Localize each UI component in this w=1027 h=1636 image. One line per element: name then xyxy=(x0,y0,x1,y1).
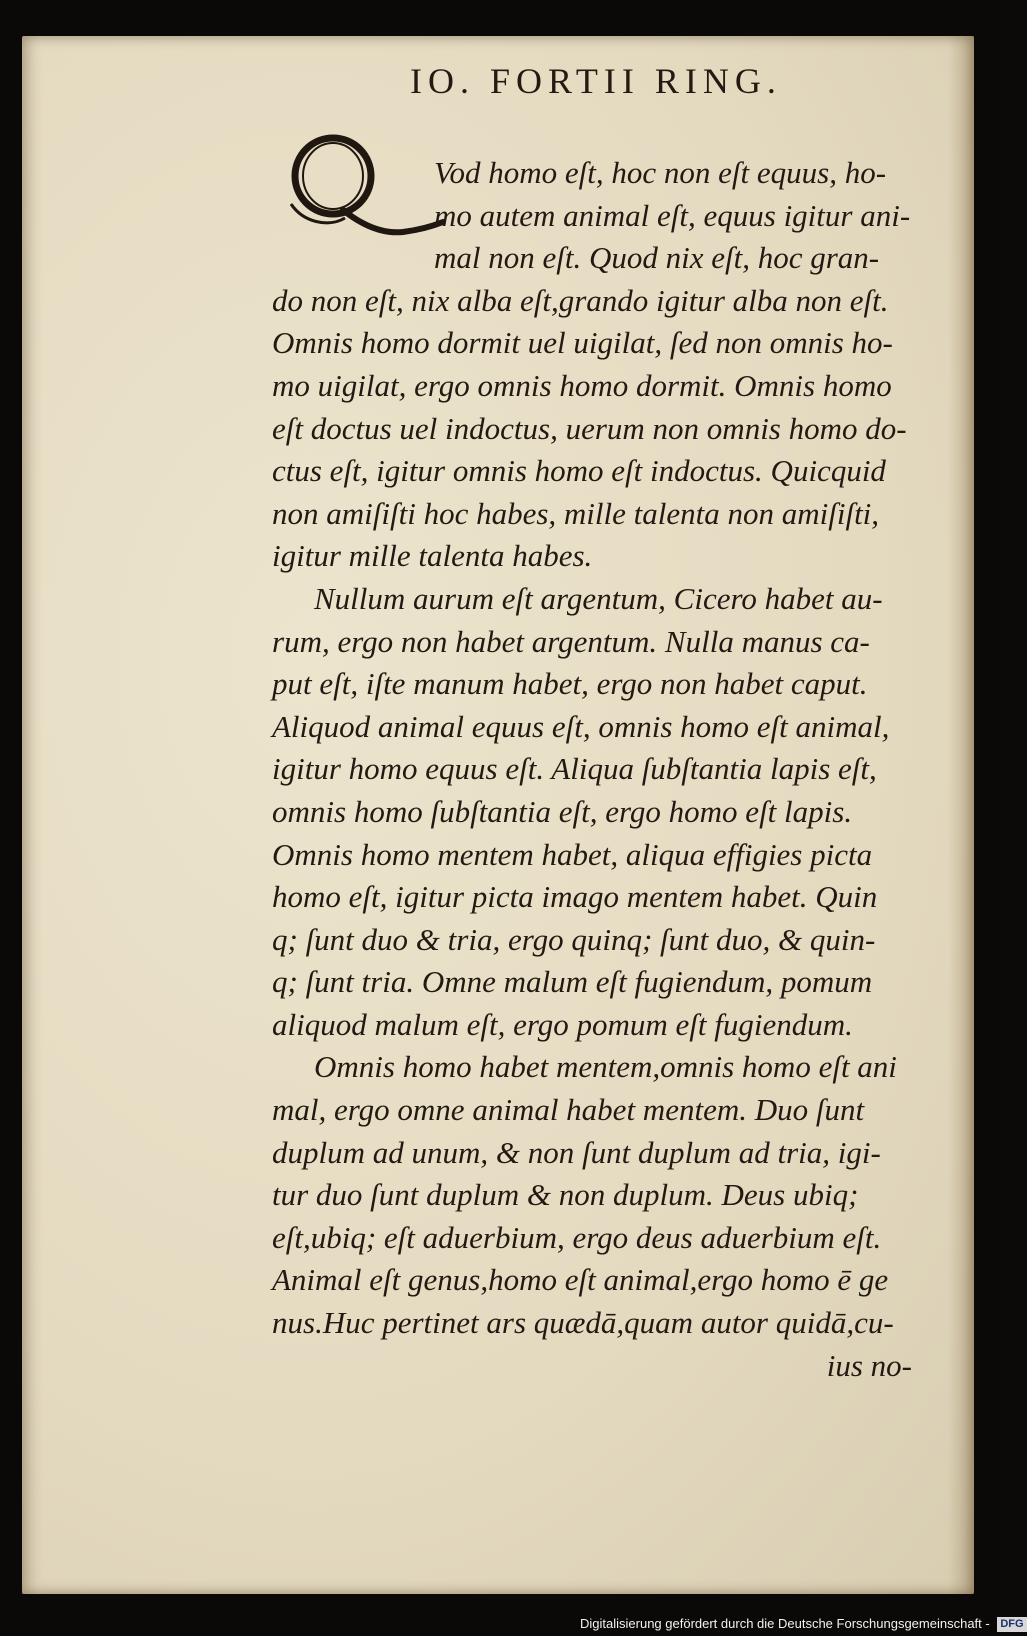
text-line: non amiſiſti hoc habes, mille talenta non amiſiſti, xyxy=(272,495,880,531)
text-line: igitur homo equus eſt. Aliqua ſubſtantia lapis eſt, xyxy=(272,751,877,787)
text-line: rum, ergo non habet argentum. Nulla manus ca- xyxy=(272,623,870,659)
text-line: Omnis homo dormit uel uigilat, ſed non omnis ho- xyxy=(272,325,893,361)
text-line: Aliquod animal equus eſt, omnis homo eſt animal, xyxy=(272,708,890,744)
text-line: aliquod malum eſt, ergo pomum eſt fugiendum. xyxy=(272,1006,853,1042)
text-line: Animal eſt genus,homo eſt animal,ergo homo ē ge xyxy=(272,1262,889,1298)
text-line: mal, ergo omne animal habet mentem. Duo ſunt xyxy=(272,1092,865,1128)
text-line: eſt doctus uel indoctus, uerum non omnis homo do- xyxy=(272,410,907,446)
dfg-logo: DFG xyxy=(997,1617,1026,1632)
catchword-line: ius no- xyxy=(826,1347,912,1383)
text-line: mo uigilat, ergo omnis homo dormit. Omnis homo xyxy=(272,367,892,403)
text-line: put eſt, iſte manum habet, ergo non habet caput. xyxy=(272,666,868,702)
running-header: IO. FORTII RING. xyxy=(410,61,782,101)
text-line: eſt,ubiq; eſt aduerbium, ergo deus aduerbium eſt. xyxy=(272,1219,882,1255)
text-line: Omnis homo mentem habet, aliqua effigies picta xyxy=(272,836,873,872)
text-line: Nullum aurum eſt argentum, Cicero habet au- xyxy=(314,580,883,616)
text-line: do non eſt, nix alba eſt,grando igitur alba non eſt. xyxy=(272,282,889,318)
text-line: nus.Huc pertinet ars quædā,quam autor quidā,cu- xyxy=(272,1305,894,1341)
text-line: mal non eſt. Quod nix eſt, hoc gran- xyxy=(434,240,880,276)
digitization-footer xyxy=(580,1616,1024,1636)
text-line: Vod homo eſt, hoc non eſt equus, ho- xyxy=(434,155,887,190)
text-line: tur duo ſunt duplum & non duplum. Deus ubiq; xyxy=(272,1177,859,1213)
text-line: q; ſunt tria. Omne malum eſt fugiendum, pomum xyxy=(272,964,873,1000)
text-line: mo autem animal eſt, equus igitur ani- xyxy=(434,197,911,233)
text-line: duplum ad unum, & non ſunt duplum ad tria, igi- xyxy=(272,1134,881,1170)
drop-initial-letter: Q xyxy=(283,126,284,127)
text-line: omnis homo ſubſtantia eſt, ergo homo eſt lapis. xyxy=(272,793,853,829)
text-line: ctus eſt, igitur omnis homo eſt indoctus. Quicquid xyxy=(272,453,886,489)
text-line: igitur mille talenta habes. xyxy=(272,538,593,574)
text-line: Omnis homo habet mentem,omnis homo eſt ani xyxy=(314,1049,897,1085)
body-text xyxy=(272,152,962,1387)
text-line: homo eſt, igitur picta imago mentem habet. Quin xyxy=(272,879,878,915)
footer-text: Digitalisierung gefördert durch die Deutsche Forschungsgemeinschaft - xyxy=(580,1616,990,1631)
text-line: q; ſunt duo & tria, ergo quinq; ſunt duo, & quin- xyxy=(272,921,876,957)
